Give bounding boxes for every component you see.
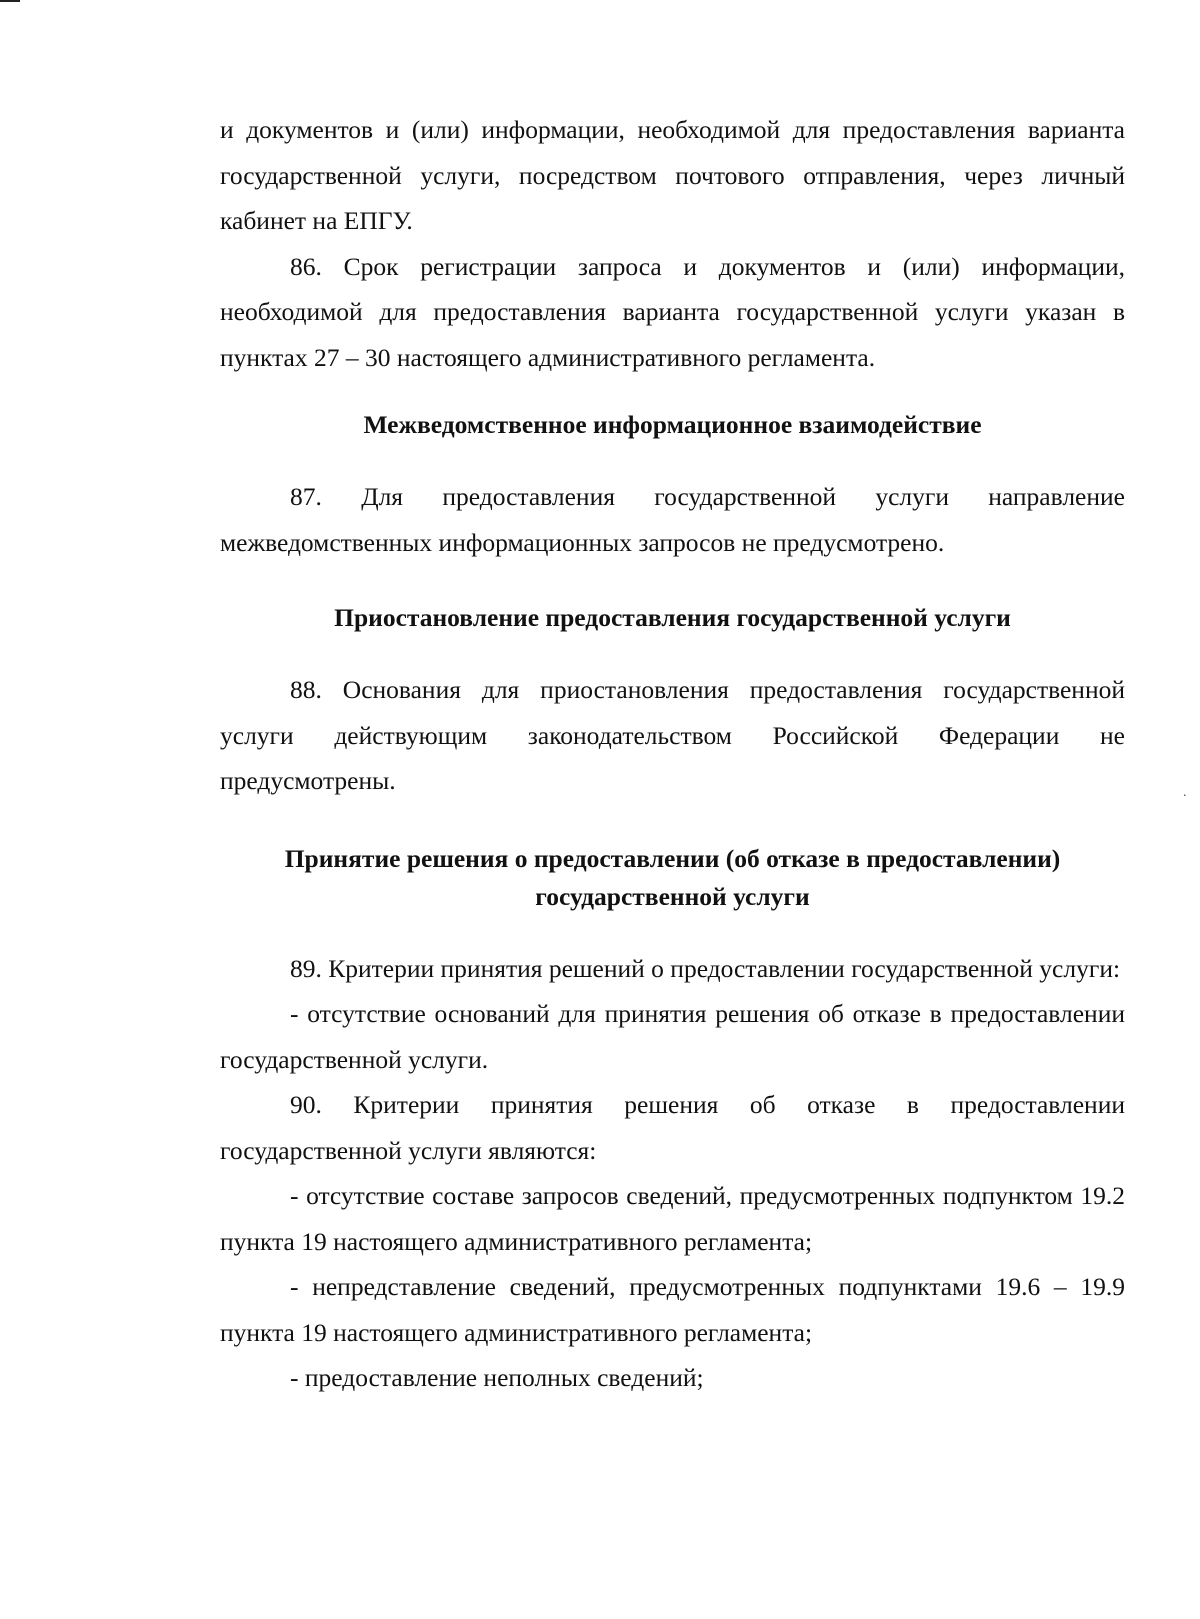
heading-decision-line-1: Принятие решения о предоставлении (об отказе в предоставлении) [284, 843, 1061, 873]
paragraph-90-item-2: - непредставление сведений, предусмотренных подпунктами 19.6 – 19.9 пункта 19 настоящего административного регламента; [220, 1272, 1125, 1347]
paragraph-87: 87. Для предоставления государственной услуги направление межведомственных информационных запросов не предусмотрено. [220, 482, 1125, 557]
heading-interagency-interaction: Межведомственное информационное взаимодействие [363, 410, 982, 439]
paragraph-88: 88. Основания для приостановления предоставления государственной услуги действующим законодательством Российской Федерации не предусмотрены. [220, 675, 1125, 795]
paragraph-90-item-3: - предоставление неполных сведений; [290, 1363, 704, 1392]
heading-decision [220, 840, 1125, 916]
paragraph-89: 89. Критерии принятия решений о предоставлении государственной услуги: [290, 953, 1121, 983]
paragraph-89-item-1: - отсутствие оснований для принятия решения об отказе в предоставлении государственной услуги. [220, 999, 1125, 1074]
paragraph-90-item-1: - отсутствие составе запросов сведений, предусмотренных подпунктом 19.2 пункта 19 настоящего административного регламента; [220, 1181, 1125, 1256]
paragraph-continuation: и документов и (или) информации, необходимой для предоставления варианта государственной услуги, посредством почтового отправления, через личный кабинет на ЕПГУ. [220, 115, 1125, 235]
scan-artifact-dot: . [1183, 785, 1187, 800]
heading-suspension: Приостановление предоставления государственной услуги [334, 603, 1011, 632]
paragraph-86: 86. Срок регистрации запроса и документов и (или) информации, необходимой для предоставления варианта государственной услуги указан в пунктах 27 – 30 настоящего административного регламента. [220, 251, 1125, 372]
document-page [220, 107, 1125, 1401]
scan-corner-mark [0, 0, 20, 2]
heading-decision-line-2: государственной услуги [535, 881, 810, 911]
paragraph-90: 90. Критерии принятия решения об отказе в предоставлении государственной услуги являются: [220, 1090, 1125, 1165]
